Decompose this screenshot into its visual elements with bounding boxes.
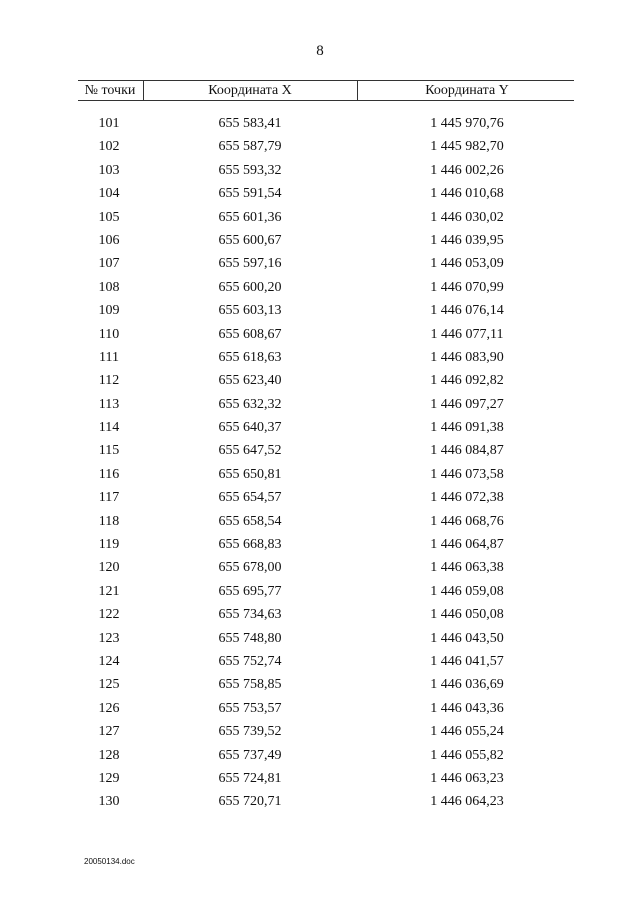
coordinate-y-cell: 1 445 982,70 <box>430 139 504 155</box>
coordinate-y-cell: 1 446 064,23 <box>430 794 504 810</box>
coordinate-x-cell: 655 587,79 <box>218 139 282 155</box>
coordinate-x-cell: 655 753,57 <box>218 700 282 716</box>
coordinate-x-cell: 655 603,13 <box>218 303 282 319</box>
table-row <box>0 488 640 511</box>
point-number-cell: 128 <box>98 747 120 763</box>
point-number-cell: 105 <box>98 209 120 225</box>
point-number-cell: 110 <box>98 326 120 342</box>
table-row <box>0 325 640 348</box>
table-row <box>0 418 640 441</box>
point-number-cell: 101 <box>98 116 120 131</box>
coordinate-x-cell: 655 608,67 <box>218 326 282 342</box>
table-header-bottom-rule <box>78 100 574 101</box>
coordinate-y-cell: 1 446 063,38 <box>430 560 504 576</box>
table-row <box>0 371 640 394</box>
point-number-cell: 113 <box>98 396 120 412</box>
coordinate-y-cell: 1 446 030,02 <box>430 209 504 225</box>
point-number-cell: 116 <box>98 466 120 482</box>
coordinate-y-cell: 1 446 036,69 <box>430 677 504 693</box>
coordinate-y-cell: 1 446 055,24 <box>430 724 504 740</box>
point-number-cell: 127 <box>98 724 120 740</box>
coordinate-y-cell: 1 446 072,38 <box>430 490 504 506</box>
coordinate-y-cell: 1 446 063,23 <box>430 770 504 786</box>
coordinate-x-cell: 655 583,41 <box>218 116 282 131</box>
coordinate-x-cell: 655 678,00 <box>218 560 282 576</box>
coordinate-x-cell: 655 739,52 <box>218 724 282 740</box>
coordinate-y-cell: 1 446 043,50 <box>430 630 504 646</box>
coordinate-y-cell: 1 446 043,36 <box>430 700 504 716</box>
coordinate-y-cell: 1 446 059,08 <box>430 583 504 599</box>
point-number-cell: 108 <box>98 279 120 295</box>
coordinate-y-cell: 1 445 970,76 <box>430 116 504 131</box>
point-number-cell: 119 <box>98 537 120 553</box>
point-number-cell: 121 <box>98 583 120 599</box>
column-header-point-number: № точки <box>84 83 136 98</box>
point-number-cell: 114 <box>98 420 120 436</box>
point-number-cell: 112 <box>98 373 120 389</box>
point-number-cell: 118 <box>98 513 120 529</box>
coordinate-x-cell: 655 734,63 <box>218 607 282 623</box>
coordinates-table-body <box>0 114 640 816</box>
coordinate-x-cell: 655 600,67 <box>218 232 282 248</box>
coordinate-y-cell: 1 446 010,68 <box>430 186 504 202</box>
point-number-cell: 102 <box>98 139 120 155</box>
point-number-cell: 130 <box>98 794 120 810</box>
point-number-cell: 124 <box>98 653 120 669</box>
point-number-cell: 115 <box>98 443 120 459</box>
coordinate-y-cell: 1 446 039,95 <box>430 232 504 248</box>
point-number-cell: 106 <box>98 232 120 248</box>
table-row <box>0 441 640 464</box>
table-row <box>0 792 640 815</box>
table-row <box>0 114 640 137</box>
footer-filename: 20050134.doc <box>84 857 135 866</box>
page-number: 8 <box>316 43 324 59</box>
table-row <box>0 395 640 418</box>
table-row <box>0 301 640 324</box>
coordinate-y-cell: 1 446 083,90 <box>430 349 504 365</box>
coordinate-y-cell: 1 446 073,58 <box>430 466 504 482</box>
coordinate-x-cell: 655 618,63 <box>218 349 282 365</box>
coordinate-x-cell: 655 695,77 <box>218 583 282 599</box>
table-row <box>0 535 640 558</box>
coordinate-x-cell: 655 640,37 <box>218 420 282 436</box>
coordinate-x-cell: 655 668,83 <box>218 537 282 553</box>
coordinate-x-cell: 655 758,85 <box>218 677 282 693</box>
coordinate-y-cell: 1 446 070,99 <box>430 279 504 295</box>
coordinate-x-cell: 655 601,36 <box>218 209 282 225</box>
table-row <box>0 137 640 160</box>
table-row <box>0 605 640 628</box>
point-number-cell: 109 <box>98 303 120 319</box>
table-row <box>0 278 640 301</box>
point-number-cell: 125 <box>98 677 120 693</box>
table-header-divider <box>143 80 144 100</box>
coordinate-y-cell: 1 446 084,87 <box>430 443 504 459</box>
table-row <box>0 348 640 371</box>
coordinate-x-cell: 655 597,16 <box>218 256 282 272</box>
coordinate-y-cell: 1 446 064,87 <box>430 537 504 553</box>
point-number-cell: 103 <box>98 162 120 178</box>
coordinate-y-cell: 1 446 092,82 <box>430 373 504 389</box>
table-row <box>0 231 640 254</box>
coordinate-y-cell: 1 446 076,14 <box>430 303 504 319</box>
table-row <box>0 512 640 535</box>
table-row <box>0 722 640 745</box>
coordinate-x-cell: 655 647,52 <box>218 443 282 459</box>
table-row <box>0 184 640 207</box>
coordinate-y-cell: 1 446 002,26 <box>430 162 504 178</box>
coordinate-x-cell: 655 623,40 <box>218 373 282 389</box>
coordinate-x-cell: 655 654,57 <box>218 490 282 506</box>
coordinate-y-cell: 1 446 077,11 <box>430 326 504 342</box>
coordinate-x-cell: 655 591,54 <box>218 186 282 202</box>
point-number-cell: 123 <box>98 630 120 646</box>
point-number-cell: 122 <box>98 607 120 623</box>
table-row <box>0 254 640 277</box>
coordinate-y-cell: 1 446 041,57 <box>430 653 504 669</box>
column-header-coordinate-y: Координата Y <box>425 83 509 98</box>
coordinate-x-cell: 655 600,20 <box>218 279 282 295</box>
point-number-cell: 104 <box>98 186 120 202</box>
column-header-coordinate-x: Координата X <box>208 83 292 98</box>
table-row <box>0 769 640 792</box>
point-number-cell: 120 <box>98 560 120 576</box>
coordinate-y-cell: 1 446 050,08 <box>430 607 504 623</box>
coordinate-y-cell: 1 446 068,76 <box>430 513 504 529</box>
table-row <box>0 629 640 652</box>
coordinate-y-cell: 1 446 097,27 <box>430 396 504 412</box>
table-row <box>0 582 640 605</box>
point-number-cell: 107 <box>98 256 120 272</box>
coordinate-x-cell: 655 593,32 <box>218 162 282 178</box>
point-number-cell: 111 <box>99 349 119 365</box>
coordinate-x-cell: 655 632,32 <box>218 396 282 412</box>
coordinate-x-cell: 655 720,71 <box>218 794 282 810</box>
table-row <box>0 558 640 581</box>
coordinate-x-cell: 655 752,74 <box>218 653 282 669</box>
point-number-cell: 117 <box>98 490 120 506</box>
coordinate-y-cell: 1 446 055,82 <box>430 747 504 763</box>
table-row <box>0 208 640 231</box>
table-header-divider <box>357 80 358 100</box>
table-row <box>0 746 640 769</box>
coordinate-y-cell: 1 446 053,09 <box>430 256 504 272</box>
coordinate-x-cell: 655 748,80 <box>218 630 282 646</box>
coordinate-x-cell: 655 724,81 <box>218 770 282 786</box>
table-row <box>0 675 640 698</box>
table-row <box>0 699 640 722</box>
point-number-cell: 129 <box>98 770 120 786</box>
coordinate-y-cell: 1 446 091,38 <box>430 420 504 436</box>
coordinate-x-cell: 655 737,49 <box>218 747 282 763</box>
table-row <box>0 465 640 488</box>
table-row <box>0 652 640 675</box>
coordinate-x-cell: 655 650,81 <box>218 466 282 482</box>
coordinate-x-cell: 655 658,54 <box>218 513 282 529</box>
table-row <box>0 161 640 184</box>
point-number-cell: 126 <box>98 700 120 716</box>
